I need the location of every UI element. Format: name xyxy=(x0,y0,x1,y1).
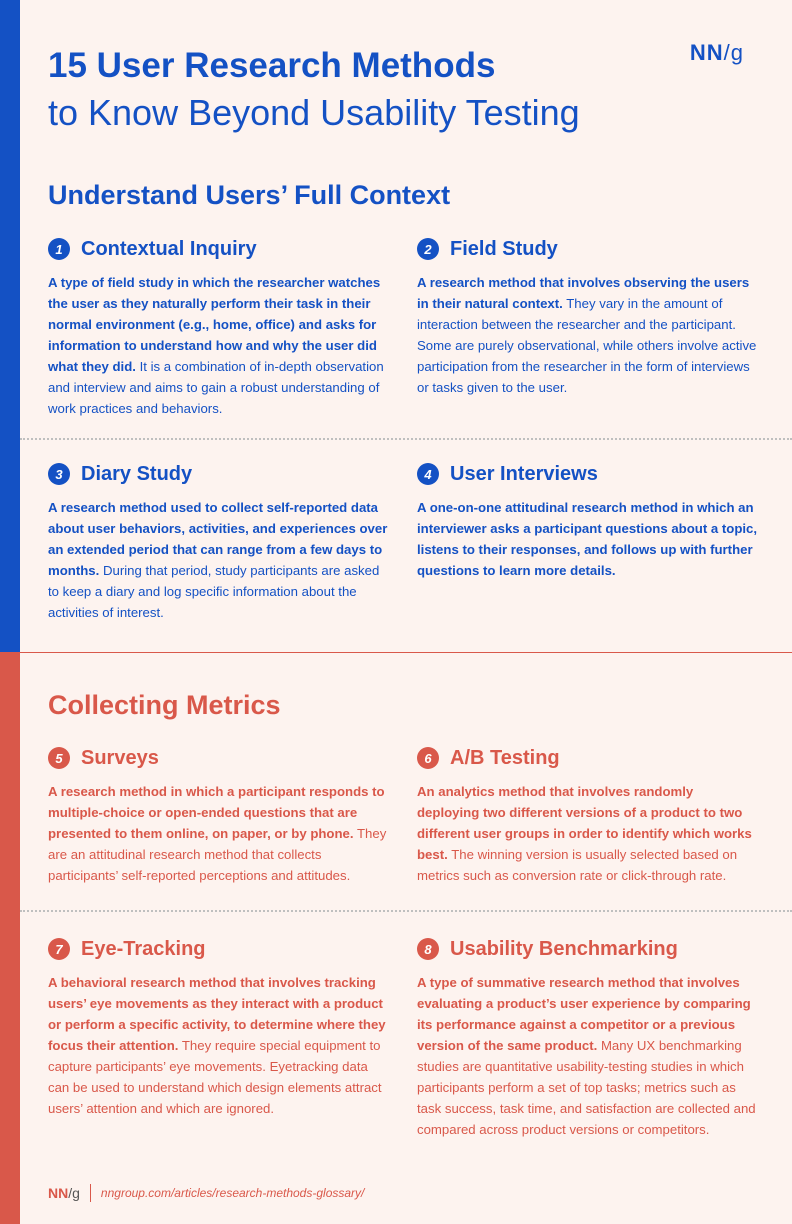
method-header xyxy=(48,459,390,489)
method-title: Contextual Inquiry xyxy=(81,238,257,260)
method-title: Field Study xyxy=(450,238,558,260)
method-details: The winning version is usually selected based on metrics such as conversion rate or click-through rate. xyxy=(417,847,738,883)
method-description xyxy=(48,781,390,886)
method-details: They are an attitudinal research method that collects participants’ self-reported perceptions and attitudes. xyxy=(48,826,387,883)
method-header xyxy=(48,934,390,964)
method-header xyxy=(417,743,759,773)
footer xyxy=(48,1183,364,1203)
method-definition: A type of summative research method that involves evaluating a product’s user experience by comparing its performance against a competitor or a previous version of the same product. xyxy=(417,975,751,1053)
method-header xyxy=(48,234,390,264)
method-title: Diary Study xyxy=(81,463,193,485)
method-description xyxy=(48,497,390,623)
footer-logo-slash: / xyxy=(68,1185,73,1201)
footer-logo xyxy=(48,1185,80,1201)
section-heading-context: Understand Users’ Full Context xyxy=(48,180,451,210)
footer-url-link[interactable]: nngroup.com/articles/research-methods-glossary/ xyxy=(100,1186,365,1200)
method-card-contextual-inquiry xyxy=(48,234,390,419)
footer-logo-nn: NN xyxy=(48,1185,69,1201)
logo-g: g xyxy=(730,40,744,65)
method-details: Many UX benchmarking studies are quantitative usability-testing studies in which participants perform a set of top tasks; metrics such as task success, task time, and satisfaction are collected and compared across product versions or competitors. xyxy=(417,1038,756,1137)
method-card-eye-tracking xyxy=(48,934,390,1119)
method-title: A/B Testing xyxy=(450,747,560,769)
method-title: Surveys xyxy=(81,747,159,769)
method-number-badge: 1 xyxy=(48,238,70,260)
method-card-user-interviews xyxy=(417,459,759,581)
method-description xyxy=(48,972,390,1119)
method-title: User Interviews xyxy=(450,463,598,485)
nng-logo xyxy=(690,40,744,66)
footer-separator xyxy=(90,1184,91,1202)
method-details: During that period, study participants are asked to keep a diary and log specific information about the activities of interest. xyxy=(48,563,380,620)
method-details: They require special equipment to capture participants’ eye movements. Eyetracking data can be used to understand which design elements attract users’ attention and which are ignored. xyxy=(48,1038,382,1116)
method-header xyxy=(417,459,759,489)
method-definition: A behavioral research method that involves tracking users’ eye movements as they interact with a product or perform a specific activity, to determine where they focus their attention. xyxy=(48,975,386,1053)
method-card-surveys xyxy=(48,743,390,886)
blue-side-band xyxy=(0,0,20,652)
method-description xyxy=(417,272,759,398)
method-definition: A type of field study in which the researcher watches the user as they naturally perform their task in their normal environment (e.g., home, office) and asks for information to understand how and why the user did what they did. xyxy=(48,275,381,374)
method-definition: A one-on-one attitudinal research method in which an interviewer asks a participant questions about a topic, listens to their responses, and follows up with further questions to learn more details. xyxy=(417,500,758,578)
method-number-badge: 6 xyxy=(417,747,439,769)
method-definition: A research method that involves observing the users in their natural context. xyxy=(417,275,750,311)
logo-nn: NN xyxy=(689,40,724,65)
method-number-badge: 2 xyxy=(417,238,439,260)
method-number-badge: 4 xyxy=(417,463,439,485)
method-details: They vary in the amount of interaction between the researcher and the participant. Some are purely observational, while others involve active participation from the researcher in the form of interviews or tasks given to the user. xyxy=(417,296,757,395)
method-title: Usability Benchmarking xyxy=(450,938,678,960)
dotted-divider xyxy=(20,910,792,912)
footer-logo-g: g xyxy=(72,1185,80,1201)
method-definition: A research method in which a participant responds to multiple-choice or open-ended questions that are presented to them online, on paper, or by phone. xyxy=(48,784,385,841)
section-heading-metrics: Collecting Metrics xyxy=(48,690,281,720)
logo-slash: / xyxy=(723,40,731,65)
method-header xyxy=(48,743,390,773)
method-card-diary-study xyxy=(48,459,390,623)
method-card-ab-testing xyxy=(417,743,759,886)
method-header xyxy=(417,234,759,264)
method-description xyxy=(48,272,390,419)
method-number-badge: 8 xyxy=(417,938,439,960)
method-details: It is a combination of in-depth observation and interview and aims to gain a robust understanding of work practices and behaviors. xyxy=(48,359,384,416)
method-number-badge: 5 xyxy=(48,747,70,769)
dotted-divider xyxy=(20,438,792,440)
section-divider-line xyxy=(20,652,792,653)
method-header xyxy=(417,934,759,964)
method-description xyxy=(417,497,759,581)
method-definition: A research method used to collect self-reported data about user behaviors, activities, and experiences over an extended period that can range from a few days to months. xyxy=(48,500,388,578)
method-definition: An analytics method that involves randomly deploying two different versions of a product to two different user groups in order to identify which works best. xyxy=(417,784,752,862)
page-subtitle: to Know Beyond Usability Testing xyxy=(48,92,580,133)
method-number-badge: 7 xyxy=(48,938,70,960)
method-description xyxy=(417,781,759,886)
method-title: Eye-Tracking xyxy=(81,938,206,960)
method-card-field-study xyxy=(417,234,759,398)
red-side-band xyxy=(0,652,20,1224)
method-card-usability-benchmarking xyxy=(417,934,759,1140)
method-number-badge: 3 xyxy=(48,463,70,485)
method-description xyxy=(417,972,759,1140)
page-title: 15 User Research Methods xyxy=(48,46,496,85)
